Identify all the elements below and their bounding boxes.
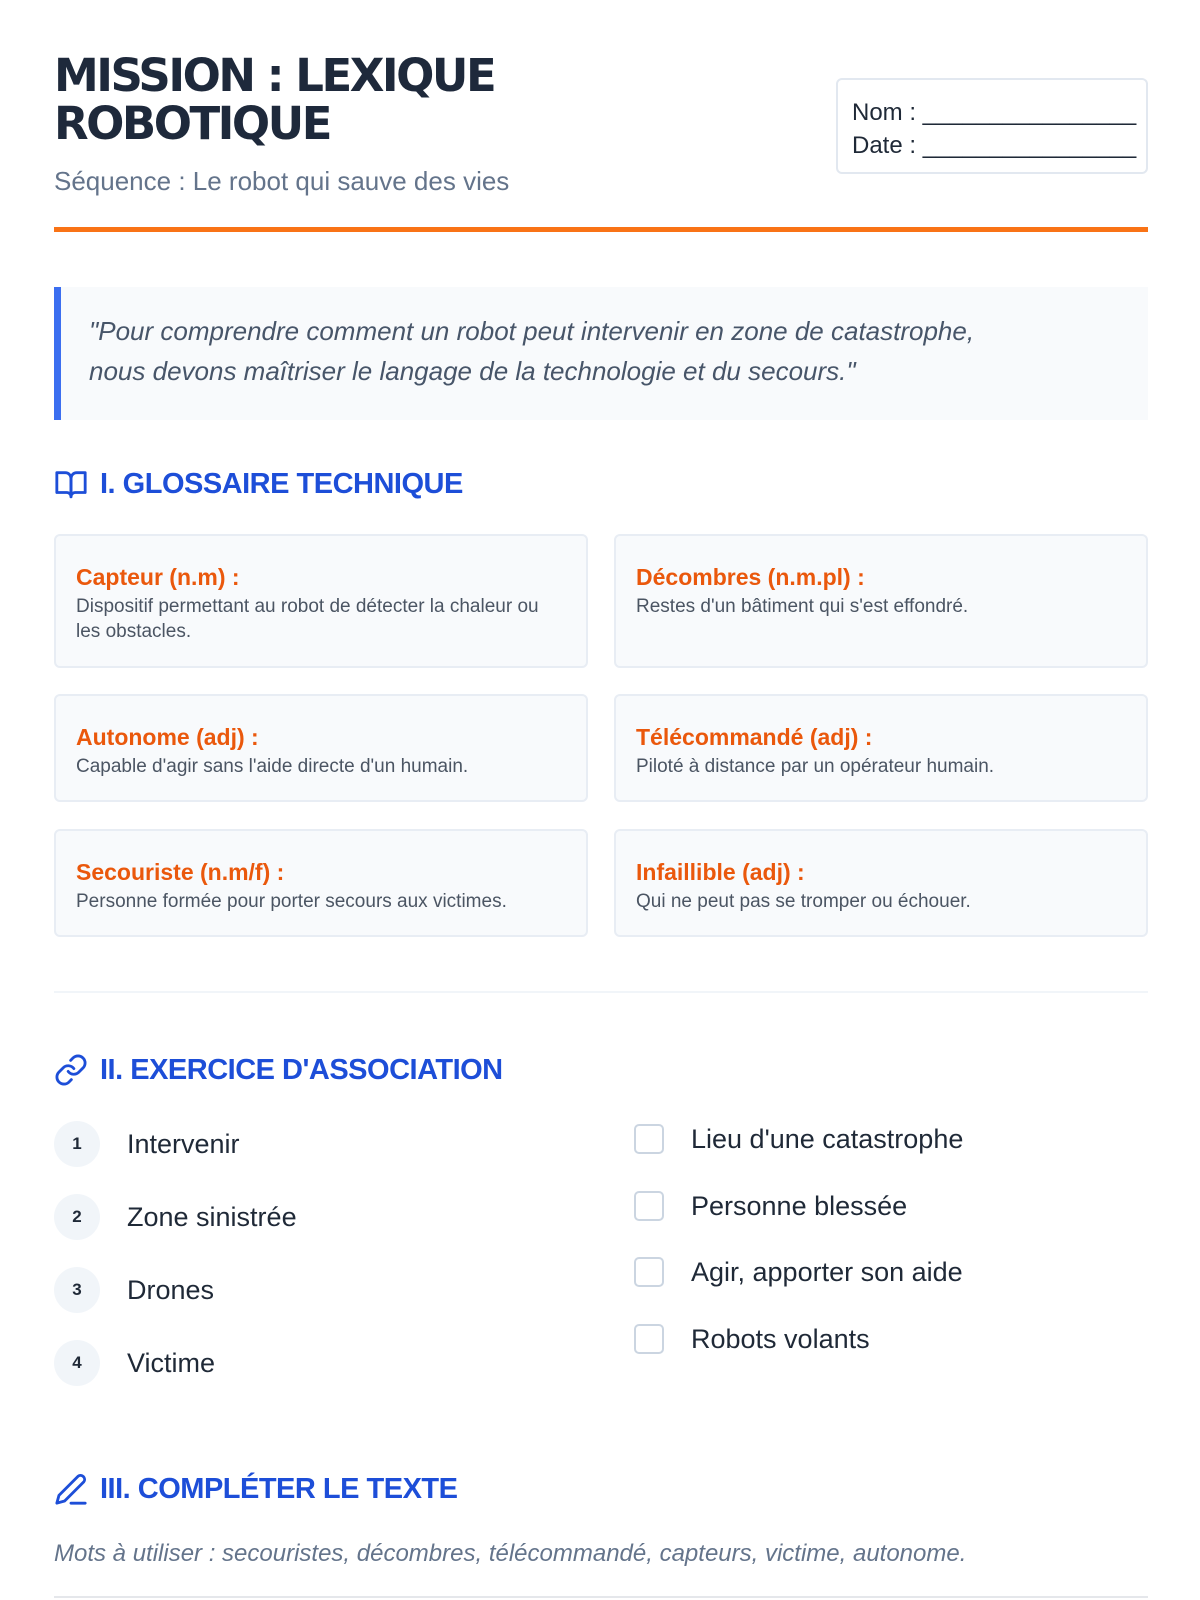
quote-line-1: "Pour comprendre comment un robot peut intervenir en zone de catastrophe,	[89, 316, 975, 346]
association-heading-text: II. EXERCICE D'ASSOCIATION	[100, 1053, 503, 1086]
glossary-definition: Restes d'un bâtiment qui s'est effondré.	[636, 596, 969, 617]
completion-heading-text: III. COMPLÉTER LE TEXTE	[100, 1472, 458, 1505]
association-definition	[634, 1255, 963, 1289]
glossary-definition: Personne formée pour porter secours aux victimes.	[76, 891, 507, 912]
name-field[interactable]: Nom : ________________	[852, 99, 1137, 126]
match-checkbox[interactable]	[634, 1191, 664, 1221]
association-definition	[634, 1322, 870, 1356]
association-word	[54, 1120, 240, 1168]
glossary-term: Secouriste (n.m/f) :	[76, 859, 285, 885]
word-number: 3	[54, 1267, 100, 1313]
definition-label: Lieu d'une catastrophe	[691, 1123, 964, 1154]
match-checkbox[interactable]	[634, 1257, 664, 1287]
association-definition	[634, 1122, 963, 1156]
section-divider	[54, 991, 1148, 993]
glossary-card	[614, 694, 1148, 802]
glossary-card	[54, 829, 588, 937]
association-definition	[634, 1189, 907, 1223]
definition-label: Agir, apporter son aide	[691, 1256, 963, 1287]
header-divider	[54, 227, 1148, 232]
word-number: 2	[54, 1194, 100, 1240]
page-subtitle: Séquence : Le robot qui sauve des vies	[54, 166, 510, 196]
worksheet-page	[54, 0, 1148, 1600]
glossary-card	[54, 694, 588, 802]
glossary-term: Infaillible (adj) :	[636, 859, 805, 885]
glossary-heading	[54, 464, 463, 504]
student-info-box	[836, 78, 1148, 174]
text-area-top-border	[54, 1596, 1148, 1598]
association-heading	[54, 1050, 503, 1090]
association-word	[54, 1193, 297, 1241]
definition-label: Personne blessée	[691, 1190, 908, 1221]
quote-line-2: nous devons maîtriser le langage de la technologie et du secours."	[89, 356, 856, 386]
title-line-1: MISSION : LEXIQUE	[54, 49, 495, 102]
completion-heading	[54, 1469, 457, 1509]
glossary-term: Autonome (adj) :	[76, 724, 259, 750]
match-checkbox[interactable]	[634, 1324, 664, 1354]
glossary-definition: Piloté à distance par un opérateur humain.	[636, 756, 995, 777]
association-word	[54, 1266, 214, 1314]
glossary-card	[614, 534, 1148, 668]
glossary-term: Télécommandé (adj) :	[636, 724, 873, 750]
title-line-2: ROBOTIQUE	[54, 97, 330, 150]
glossary-definition: Qui ne peut pas se tromper ou échouer.	[636, 891, 971, 912]
glossary-heading-text: I. GLOSSAIRE TECHNIQUE	[100, 467, 463, 500]
glossary-definition: Dispositif permettant au robot de détecter la chaleur ou les obstacles.	[76, 596, 539, 642]
word-label: Drones	[127, 1274, 215, 1305]
word-number: 4	[54, 1340, 100, 1386]
definition-label: Robots volants	[691, 1323, 870, 1354]
match-checkbox[interactable]	[634, 1124, 664, 1154]
glossary-card	[54, 534, 588, 668]
association-word	[54, 1339, 215, 1387]
word-label: Zone sinistrée	[127, 1201, 297, 1232]
glossary-term: Capteur (n.m) :	[76, 564, 240, 590]
intro-quote	[54, 287, 1148, 420]
word-label: Victime	[127, 1347, 216, 1378]
glossary-definition: Capable d'agir sans l'aide directe d'un humain.	[76, 756, 469, 777]
glossary-card	[614, 829, 1148, 937]
word-bank: Mots à utiliser : secouristes, décombres, télécommandé, capteurs, victime, autonome.	[54, 1540, 967, 1567]
page-title	[54, 49, 694, 150]
pencil-icon	[54, 1472, 88, 1506]
word-label: Intervenir	[127, 1128, 240, 1159]
link-icon	[54, 1053, 88, 1087]
glossary-term: Décombres (n.m.pl) :	[636, 564, 865, 590]
book-icon	[54, 467, 88, 501]
word-number: 1	[54, 1121, 100, 1167]
date-field[interactable]: Date : ________________	[852, 132, 1137, 159]
